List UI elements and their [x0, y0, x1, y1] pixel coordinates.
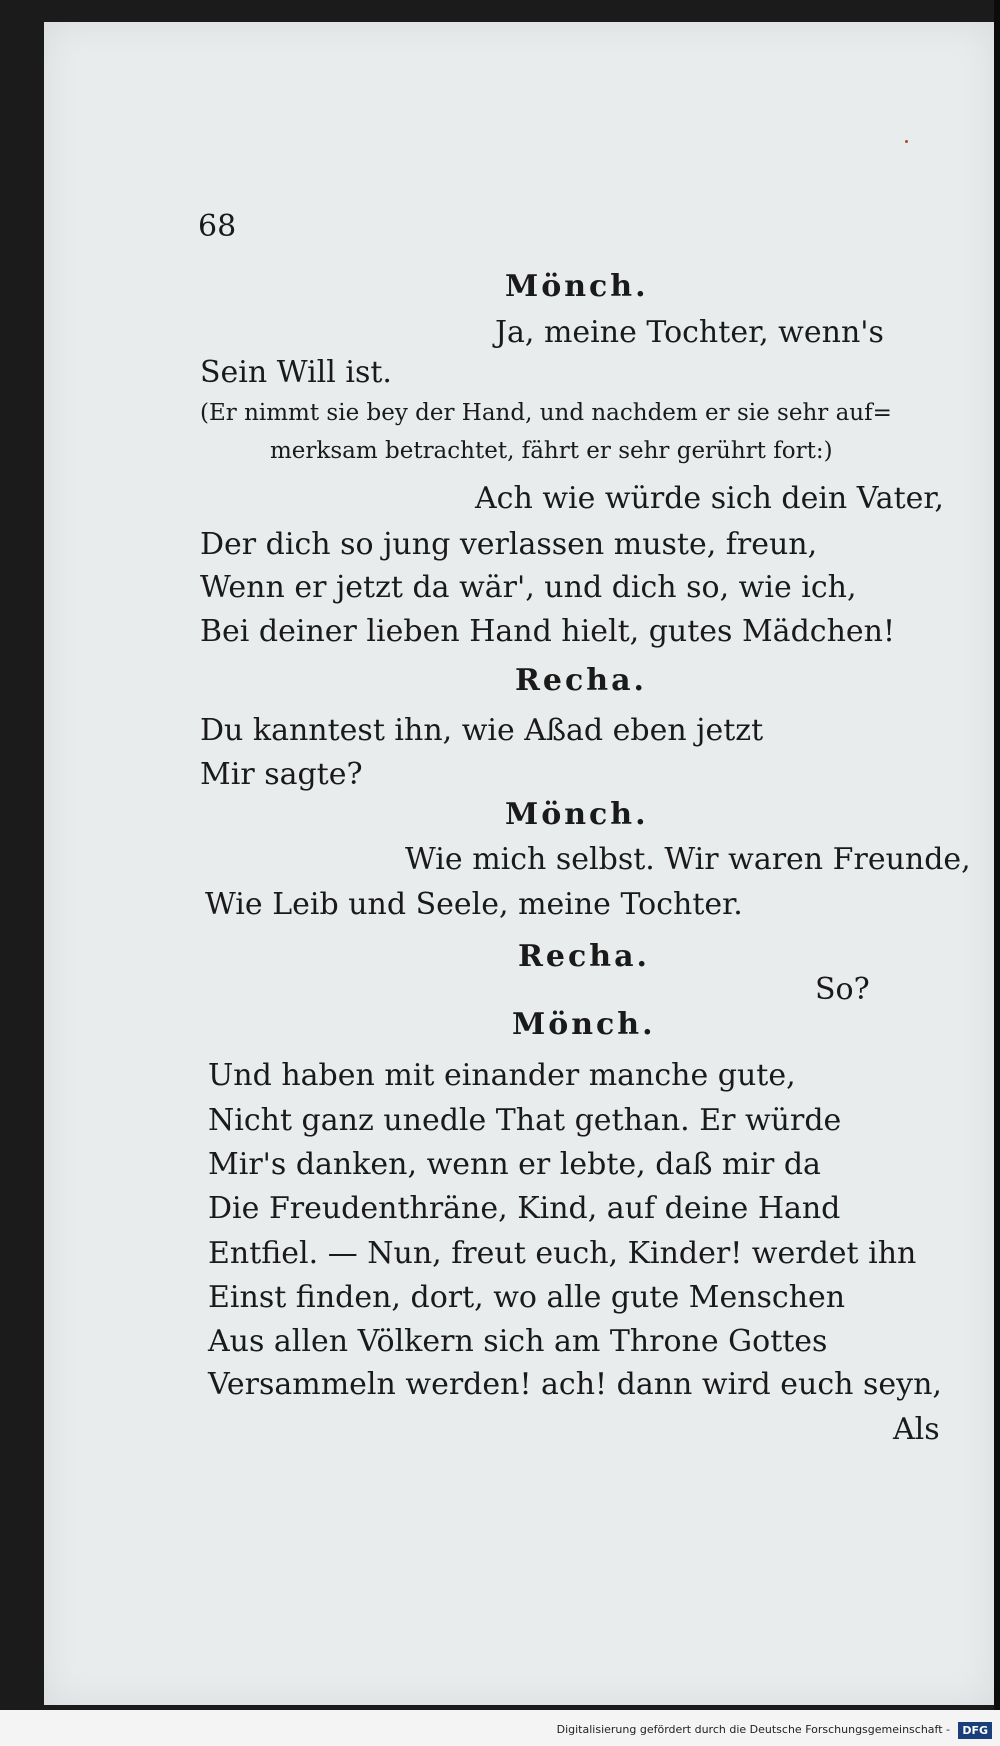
verse-line: So? [815, 972, 870, 1007]
verse-line: Wenn er jetzt da wär', und dich so, wie ich, [200, 570, 857, 605]
verse-line: Bei deiner lieben Hand hielt, gutes Mädchen! [200, 614, 896, 649]
stage-direction: merksam betrachtet, fährt er sehr gerührt fort:) [270, 438, 833, 464]
verse-line: Ja, meine Tochter, wenn's [495, 315, 884, 350]
verse-line: Wie mich selbst. Wir waren Freunde, [405, 842, 971, 877]
verse-line: Mir sagte? [200, 757, 363, 792]
page-edge [994, 0, 1000, 1746]
verse-line: Einst finden, dort, wo alle gute Menschen [208, 1280, 846, 1315]
verse-line: Aus allen Völkern sich am Throne Gottes [208, 1324, 828, 1359]
verse-line: Nicht ganz unedle That gethan. Er würde [208, 1103, 842, 1138]
catchword: Als [893, 1412, 940, 1447]
speaker-label: Mönch. [505, 269, 649, 304]
verse-line: Mir's danken, wenn er lebte, daß mir da [208, 1147, 821, 1182]
verse-line: Du kanntest ihn, wie Aßad eben jetzt [200, 713, 764, 748]
speaker-label: Mönch. [505, 797, 649, 832]
speaker-label: Recha. [518, 939, 650, 974]
verse-line: Die Freudenthräne, Kind, auf deine Hand [208, 1191, 841, 1226]
verse-line: Versammeln werden! ach! dann wird euch seyn, [208, 1367, 942, 1402]
paper-speck [905, 140, 908, 143]
verse-line: Ach wie würde sich dein Vater, [475, 481, 944, 516]
verse-line: Und haben mit einander manche gute, [208, 1058, 796, 1093]
verse-line: Wie Leib und Seele, meine Tochter. [205, 887, 743, 922]
verse-line: Der dich so jung verlassen muste, freun, [200, 527, 818, 562]
verse-line: Sein Will ist. [200, 355, 392, 390]
page-number: 68 [198, 209, 237, 244]
verse-line: Entfiel. — Nun, freut euch, Kinder! werdet ihn [208, 1236, 917, 1271]
dfg-logo: DFG [958, 1722, 992, 1739]
speaker-label: Mönch. [512, 1007, 656, 1042]
funding-credit: Digitalisierung gefördert durch die Deutsche Forschungsgemeinschaft - [556, 1723, 950, 1736]
stage-direction: (Er nimmt sie bey der Hand, und nachdem er sie sehr auf= [200, 400, 892, 426]
speaker-label: Recha. [515, 663, 647, 698]
